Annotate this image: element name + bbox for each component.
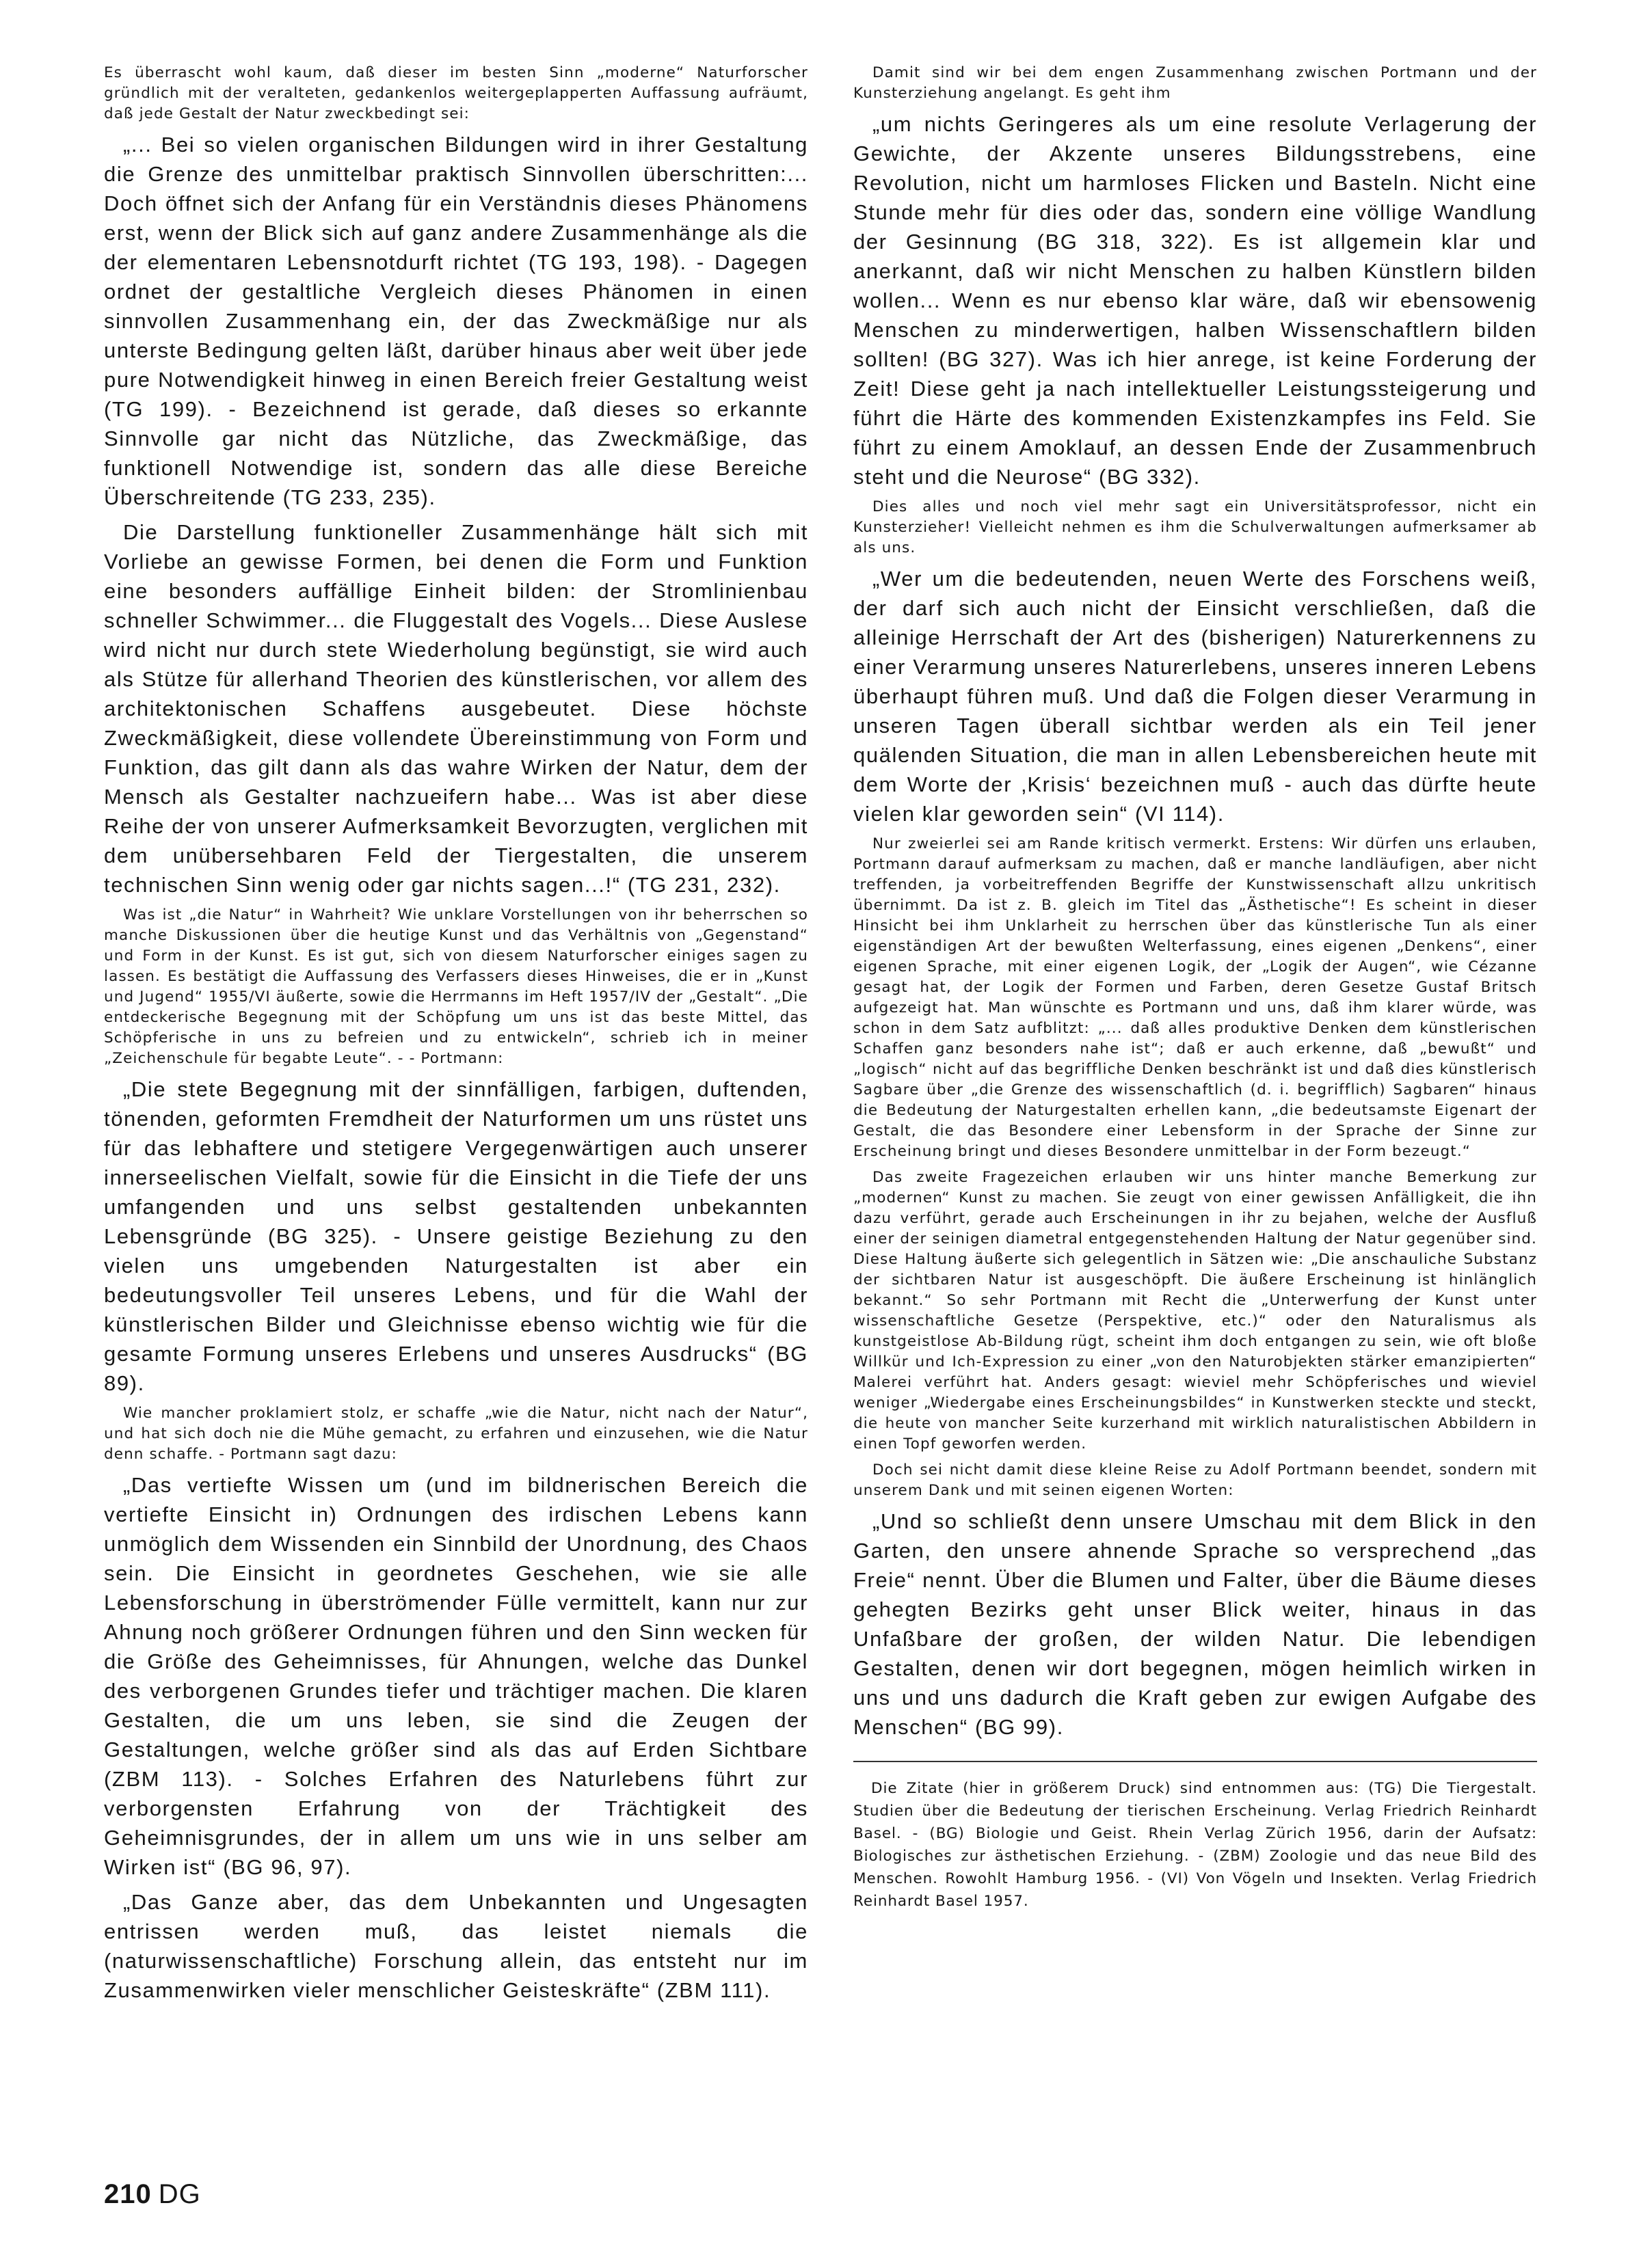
commentary-paragraph: Doch sei nicht damit diese kleine Reise zu Adolf Portmann beendet, sondern mit unserem Dank und mit seinen eigenen Worten:: [853, 1461, 1537, 1499]
quote-paragraph: „Die stete Begegnung mit der sinnfälligen, farbigen, duftenden, tönenden, geformten Fremdheit der Naturformen um uns rüstet uns für das lebhaftere und stetigere Vergegenwärtigen auch unserer innerseelischen Vielfalt, sowie für die Einsicht in die Tiefe der uns umfangenden und uns selbst gestaltenden unbekannten Lebensgründe (BG 325). - Unsere geistige Beziehung zu den vielen uns umgebenden Naturgestalten ist aber ein bedeutungsvoller Teil unseres Lebens, und für die Wahl der künstlerischen Bilder und Gleichnisse ebenso wichtig wie für die gesamte Formung unseres Erlebens und unseres Ausdrucks“ (BG 89).: [104, 1077, 808, 1395]
footnote-divider: [853, 1761, 1537, 1762]
left-column: [104, 63, 808, 2010]
right-column: [853, 63, 1537, 1913]
quote-paragraph: „um nichts Geringeres als um eine resolute Verlagerung der Gewichte, der Akzente unseres Bildungsstrebens, eine Revolution, nicht um harmloses Flicken und Basteln. Nicht eine Stunde mehr für dies oder das, sondern eine völlige Wandlung der Gesinnung (BG 318, 322). Es ist allgemein klar und anerkannt, daß wir nicht Menschen zu halben Künstlern bilden wollen... Wenn es nur ebenso klar wäre, daß wir ebensowenig Menschen zu minderwertigen, halben Wissenschaftlern bilden sollten! (BG 327). Was ich hier anrege, ist keine Forderung der Zeit! Diese geht ja nach intellektueller Leistungssteigerung und führt die Härte des kommenden Existenzkampfes ins Feld. Sie führt zu einem Amoklauf, an dessen Ende der Zusammenbruch steht und die Neurose“ (BG 332).: [853, 112, 1537, 489]
quote-paragraph: Die Darstellung funktioneller Zusammenhänge hält sich mit Vorliebe an gewisse Formen, bei denen die Form und Funktion eine besonders auffällige Einheit bilden: der Stromlinienbau schneller Schwimmer... die Fluggestalt des Vogels... Diese Auslese wird nicht nur durch stete Wiederholung begünstigt, sie wird auch als Stütze für allerhand Theorien des künstlerischen, vor allem des architektonischen Schaffens ausgebeutet. Diese höchste Zweckmäßigkeit, diese vollendete Übereinstimmung von Form und Funktion, das gilt dann als das wahre Wirken der Natur, dem der Mensch als Gestalter nachzueifern habe... Was ist aber diese Reihe der von unserer Aufmerksamkeit Bevorzugten, verglichen mit dem unübersehbaren Feld der Tiergestalten, die unserem technischen Sinn wenig oder gar nichts sagen...!“ (TG 231, 232).: [104, 520, 808, 897]
quote-paragraph: „Das Ganze aber, das dem Unbekannten und Ungesagten entrissen werden muß, das leistet niemals die (naturwissenschaftliche) Forschung allein, das entsteht nur im Zusammenwirken vieler menschlicher Geisteskräfte“ (ZBM 111).: [104, 1890, 808, 2002]
intro-paragraph: Es überrascht wohl kaum, daß dieser im besten Sinn „moderne“ Naturforscher gründlich mit der veralteten, gedankenlos weitergeplapperten Auffassung aufräumt, daß jede Gestalt der Natur zweckbedingt sei:: [104, 64, 808, 122]
quote-paragraph: „Das vertiefte Wissen um (und im bildnerischen Bereich die vertiefte Einsicht in) Ordnungen des irdischen Lebens kann unmöglich dem Wissenden ein Sinnbild der Unordnung, des Chaos sein. Die Einsicht in geordnetes Geschehen, wie sie alle Lebensforschung in überströmender Fülle vermittelt, kann nur zur Ahnung noch größerer Ordnungen führen und den Sinn wecken für die Größe des Geheimnisses, für Ahnungen, welche das Dunkel des verborgenen Grundes tiefer und trächtiger machen. Die klaren Gestalten, die um uns leben, sie sind die Zeugen der Gestaltungen, welche größer sind als das auf Erden Sichtbare (ZBM 113). - Solches Erfahren des Naturlebens führt zur verborgensten Erfahrung von der Trächtigkeit des Geheimnisgrundes, der in allem um uns wie in uns selber am Wirken ist“ (BG 96, 97).: [104, 1473, 808, 1879]
commentary-paragraph: Dies alles und noch viel mehr sagt ein Universitätsprofessor, nicht ein Kunsterzieher! Vielleicht nehmen es ihm die Schulverwaltungen aufmerksamer ab als uns.: [853, 498, 1537, 556]
commentary-paragraph: Wie mancher proklamiert stolz, er schaffe „wie die Natur, nicht nach der Natur“, und hat sich doch nie die Mühe gemacht, zu erfahren und einzusehen, wie die Natur denn schaffe. - Portmann sagt dazu:: [104, 1405, 808, 1463]
quote-paragraph: „Und so schließt denn unsere Umschau mit dem Blick in den Garten, den unsere ahnende Sprache so versprechend „das Freie“ nennt. Über die Blumen und Falter, über die Bäume dieses gehegten Bezirks geht unser Blick weiter, hinaus in das Unfaßbare der großen, der wilden Natur. Die lebendigen Gestalten, denen wir dort begegnen, mögen heimlich wirken in uns und uns dadurch die Kraft geben zur ewigen Aufgabe des Menschen“ (BG 99).: [853, 1509, 1537, 1739]
footnote: Die Zitate (hier in größerem Druck) sind entnommen aus: (TG) Die Tiergestalt. Studien über die Bedeutung der tierischen Erscheinung. Verlag Friedrich Reinhardt Basel. - (BG) Biologie und Geist. Rhein Verlag Zürich 1956, darin der Aufsatz: Biologisches zur ästhetischen Erziehung. - (ZBM) Zoologie und das neue Bild des Menschen. Rowohlt Hamburg 1956. - (VI) Von Vögeln und Insekten. Verlag Friedrich Reinhardt Basel 1957.: [853, 1780, 1537, 1910]
commentary-paragraph: Das zweite Fragezeichen erlauben wir uns hinter manche Bemerkung zur „modernen“ Kunst zu machen. Sie zeugt von einer gewissen Anfälligkeit, die ihn dazu verführt, gerade auch Erscheinungen in ihr zu bejahen, welche der Ausfluß einer der seinigen diametral entgegenstehenden Haltung der Natur gegenüber sind. Diese Haltung äußerte sich gelegentlich in Sätzen wie: „Die anschauliche Substanz der sichtbaren Natur ist ausgeschöpft. Die äußere Erscheinung ist hinlänglich bekannt.“ So sehr Portmann mit Recht die „Unterwerfung der Kunst unter wissenschaftliche Gesetze (Perspektive, etc.)“ oder den Naturalismus als kunstgeistlose Ab-Bildung rügt, scheint ihm doch entgangen zu sein, wie oft bloße Willkür und Ich-Expression zu einer „von den Naturobjekten stärker emanzipierten“ Malerei verführt hat. Anders gesagt: wieviel mehr Schöpferisches und wieviel weniger „Wiedergabe eines Erscheinungsbildes“ in Kunstwerken steckte und steckt, die heute von mancher Seite kurzerhand mit wirklich naturalistischen Abbildern in einen Topf geworfen werden.: [853, 1169, 1537, 1453]
commentary-paragraph: Nur zweierlei sei am Rande kritisch vermerkt. Erstens: Wir dürfen uns erlauben, Portmann darauf aufmerksam zu machen, daß er manche landläufigen, aber nicht treffenden, ja vorbeitreffenden Begriffe der Kunstwissenschaft allzu unkritisch übernimmt. Da ist z. B. gleich im Titel das „Ästhetische“! Es scheint in dieser Hinsicht bei ihm Unklarheit zu herrschen über das künstlerische Tun als einer eigenständigen Art der bewußten Welterfassung, eines eigenen „Denkens“, einer eigenen Sprache, mit einer eigenen Logik, der „Logik der Augen“, wie Cézanne gesagt hat, der Logik der Formen und Farben, deren Gesetze Gustaf Britsch aufgezeigt hat. Man wünschte es Portmann und uns, daß ihm klarer würde, was schon in dem Satz aufblitzt: „... daß alles produktive Denken dem künstlerischen Schaffen ganz besonders nahe ist“; daß er auch erkenne, daß „bewußt“ und „logisch“ nicht auf das begriffliche Denken beschränkt ist und daß dies künstlerisch Sagbare über „die Grenze des wissenschaftlich (d. i. begrifflich) Sagbaren“ hinaus die Bedeutung der Naturgestalten erhellen kann, „die bedeutsamste Eigenart der Gestalt, die das Besondere einer Lebensform in der Sprache der Sinne zur Erscheinung bringt und dieses Besondere unmittelbar in der Form bezeugt.“: [853, 835, 1537, 1160]
commentary-paragraph: Was ist „die Natur“ in Wahrheit? Wie unklare Vorstellungen von ihr beherrschen so manche Diskussionen über die heutige Kunst und das Verhältnis von „Gegenstand“ und Form in der Kunst. Es ist gut, sich von diesem Naturforscher einiges sagen zu lassen. Es bestätigt die Auffassung des Verfassers dieses Hinweises, die er in „Kunst und Jugend“ 1955/VI äußerte, sowie die Herrmanns im Heft 1957/IV der „Gestalt“. „Die entdeckerische Begegnung mit der Schöpfung um uns ist das beste Mittel, das Schöpferische in uns zu befreien und zu entwickeln“, schrieb ich in meiner „Zeichenschule für begabte Leute“. - - Portmann:: [104, 906, 808, 1067]
quote-paragraph: „... Bei so vielen organischen Bildungen wird in ihrer Gestaltung die Grenze des unmittelbar praktisch Sinnvollen überschritten:... Doch öffnet sich der Anfang für ein Verständnis dieses Phänomens erst, wenn der Blick sich auf ganz andere Zusammenhänge als die der elementaren Lebensnotdurft richtet (TG 193, 198). - Dagegen ordnet der gestaltliche Vergleich dieses Phänomen in einen sinnvollen Zusammenhang ein, der das Zweckmäßige nur als unterste Bedingung gelten läßt, darüber hinaus aber weit über jede pure Notwendigkeit hinweg in einen Bereich freier Gestaltung weist (TG 199). - Bezeichnend ist gerade, daß dieses so erkannte Sinnvolle gar nicht das Nützliche, das Zweckmäßige, das funktionell Notwendige ist, sondern das alle diese Bereiche Überschreitende (TG 233, 235).: [104, 133, 808, 509]
commentary-paragraph: Damit sind wir bei dem engen Zusammenhang zwischen Portmann und der Kunsterziehung angelangt. Es geht ihm: [853, 64, 1537, 102]
page-folio: [104, 2179, 201, 2210]
magazine-abbreviation: DG: [158, 2179, 201, 2209]
quote-paragraph: „Wer um die bedeutenden, neuen Werte des Forschens weiß, der darf sich auch nicht der Einsicht verschließen, daß die alleinige Herrschaft der Art des (bisherigen) Naturerkennens zu einer Verarmung unseres Naturerlebens, unseres inneren Lebens überhaupt führen muß. Und daß die Folgen dieser Verarmung in unseren Tagen überall sichtbar werden als ein Teil jener quälenden Situation, die man in allen Lebensbereichen heute mit dem Worte der ‚Krisis‘ bezeichnen muß - auch das dürfte heute vielen klar geworden sein“ (VI 114).: [853, 567, 1537, 826]
page-number: 210: [104, 2179, 152, 2209]
